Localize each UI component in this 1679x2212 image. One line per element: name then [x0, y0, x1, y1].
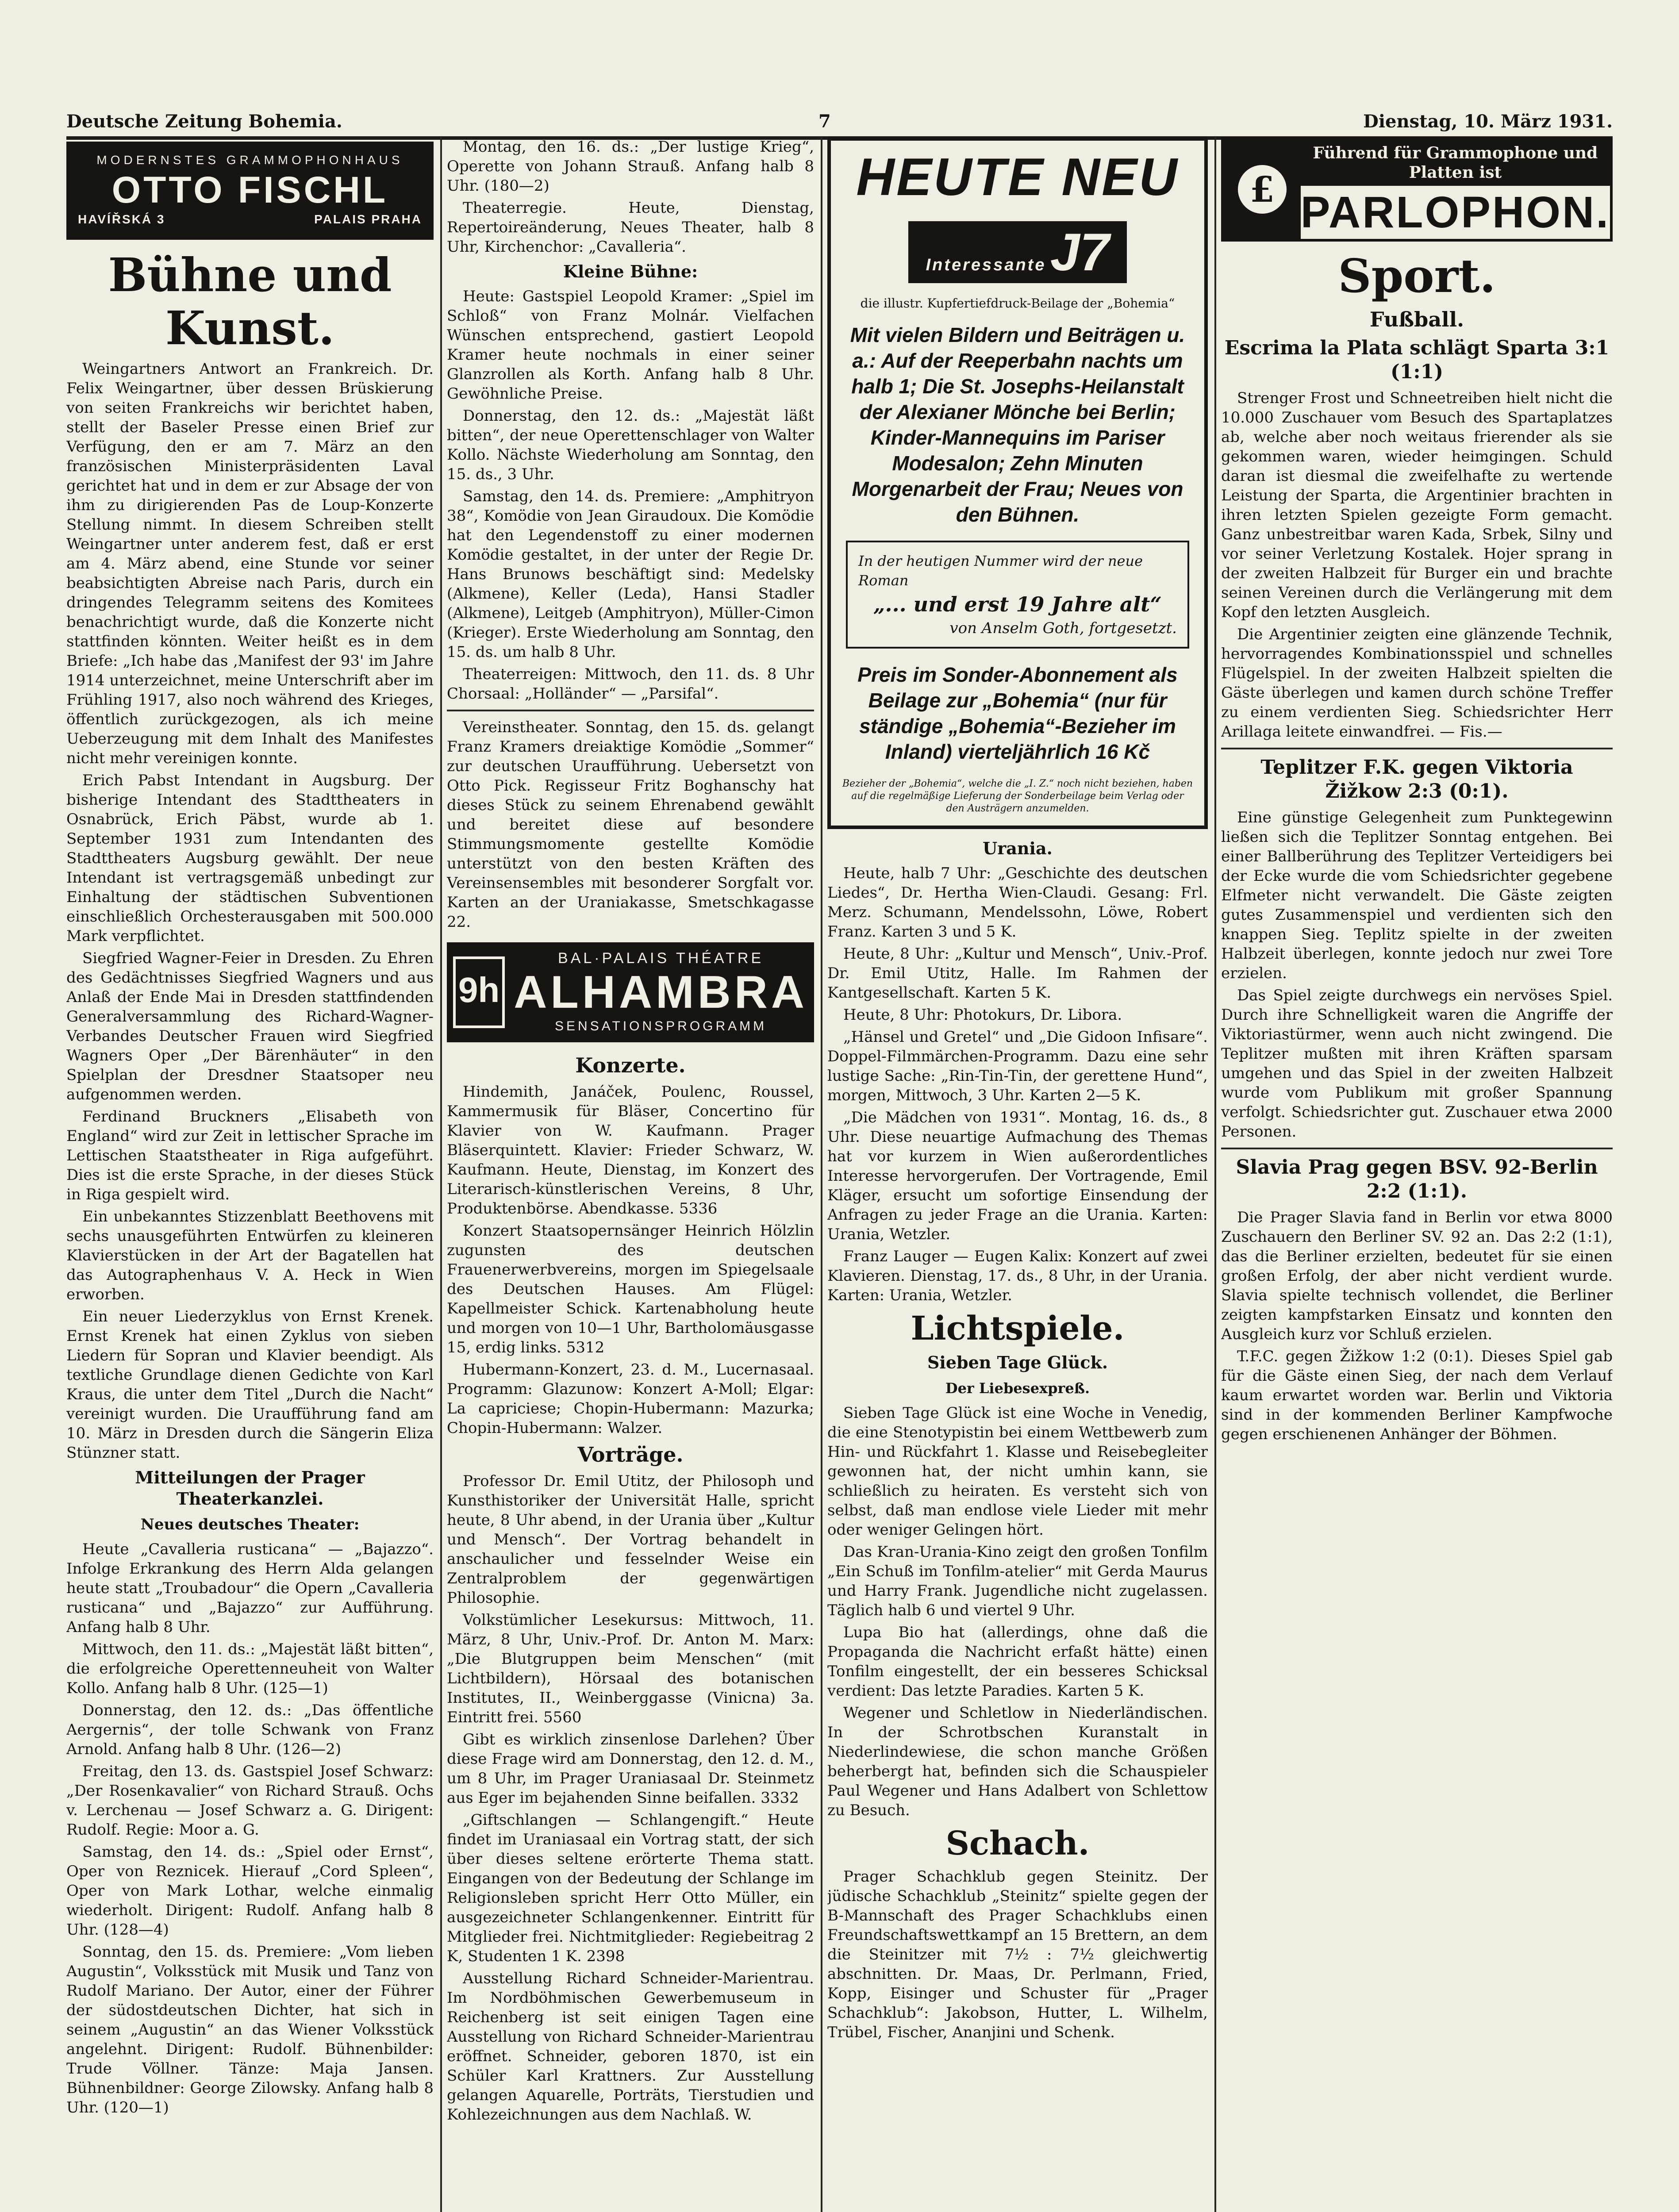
fischl-addr-left: HAVÍŘSKÁ 3 [78, 212, 165, 226]
program-item: „Hänsel und Gretel“ und „Die Gidoon Infisare“. Doppel-Filmmärchen-Programm. Dazu eine sehr lustige Sache: „Rin-Tin-Tin, der gerettene Hund“, morgen, Mittwoch, 3 Uhr. Karten 2—5 K. [827, 1028, 1208, 1104]
masthead-title: Deutsche Zeitung Bohemia. [66, 111, 342, 132]
alhambra-name: ALHAMBRA [514, 967, 808, 1018]
column-rule [1214, 137, 1216, 2212]
fine-print: Bezieher der „Bohemia“, welche die „I. Z.“ noch nicht beziehen, haben auf die regelmäßige Lieferung der Sonderbeilage beim Verlag oder den Austrägern anzumelden. [842, 778, 1193, 814]
column-rule [821, 137, 822, 2212]
article-paragraph: Die Prager Slavia fand in Berlin vor etwa 8000 Zuschauern den Berliner SV. 92 an. Das 2:2 (1:1), das die Berliner erzielten, bedeutet für sie einen großen Erfolg, der aber nicht verdient wurde. Slavia spielte technisch vollendet, die Berliner zeigten kampfstarken Einsatz und konnten den Ausgleich kurz vor Schluß erzielen. [1221, 1209, 1613, 1343]
program-item: Sonntag, den 15. ds. Premiere: „Vom lieben Augustin“, Volksstück mit Musik und Tanz von Rudolf Mariano. Der Autor, einer der Führer der südostdeutschen Dichter, hat sich in seinem „Augustin“ an das Wiener Volksstück angelehnt. Dirigent: Rudolf. Bühnenbilder: Trude Völlner. Tänze: Maja Jansen. Bühnenbildner: George Zilowsky. Anfang halb 8 Uhr. (120—1) [66, 1943, 434, 2116]
roman-author: von Anselm Goth, fortgesetzt. [949, 619, 1177, 637]
column-1 [66, 137, 434, 2212]
program-item: Theaterreigen: Mittwoch, den 11. ds. 8 Uhr Chorsaal: „Holländer“ — „Parsifal“. [447, 665, 814, 703]
program-item: Heute „Cavalleria rusticana“ — „Bajazzo“. Infolge Erkrankung des Herrn Alda gelangen heute statt „Troubadour“ die Opern „Cavalleria rusticana“ und „Bajazzo“ zur Aufführung. Anfang halb 8 Uhr. [66, 1540, 434, 1636]
program-item: Samstag, den 14. ds. Premiere: „Amphitryon 38“, Komödie von Jean Giraudoux. Die Komödie hat den Legendenstoff zu einer modernen Komödie gestaltet, in der unter der Regie Dr. Hans Brunows beschäftigt sind: Medelsky (Alkmene), Keller (Leda), Hansi Stadler (Alkmene), Leitgeb (Amphitryon), Müller-Cimon (Krieger). Erste Wiederholung am Sonntag, den 15. ds. um halb 8 Uhr. [447, 488, 814, 661]
article-paragraph: Ferdinand Bruckners „Elisabeth von England“ wird zur Zeit in lettischer Sprache im Lettischen Staatstheater in Riga aufgeführt. Dies ist die erste Sprache, in der dieses Stück in Riga gespielt wird. [66, 1108, 434, 1203]
program-item: Heute, 8 Uhr: Photokurs, Dr. Libora. [843, 1006, 1122, 1024]
article-paragraph: Sieben Tage Glück ist eine Woche in Venedig, die eine Stenotypistin bei einem Wettbewerb zum Hin- und Rückfahrt 1. Klasse und Reisebegleiter gewonnen hat, der nicht umhin kann, sie schließlich zu heiraten. Es versteht sich von selbst, daß man endlose viele Lieder mit mehr oder weniger Gelingen hört. [827, 1404, 1208, 1539]
divider [1221, 748, 1613, 749]
article-paragraph: Eine günstige Gelegenheit zum Punktegewinn ließen sich die Teplitzer Sonntag entgehen. Bei einer Ballberührung des Teplitzer Verteidigers bei der Ecke wurde die vom Schiedsrichter gegebene Elfmeter nicht verwandelt. Die Gäste zeigten gutes Zusammenspiel und verdienten sich den knappen Sieg. Teplitz spielte in der zweiten Halbzeit überlegen, konnte jedoch nur zwei Tore erzielen. [1221, 809, 1613, 982]
j7-caption: die illustr. Kupfertiefdruck-Beilage der „Bohemia“ [860, 296, 1175, 311]
urania-heading: Urania. [983, 838, 1053, 858]
article-paragraph: „Giftschlangen — Schlangengift.“ Heute findet im Uraniasaal ein Vortrag statt, der sich über dieses seltene erörterte Thema statt. Eingangen von der Bedeutung der Schlange im Religionsleben spricht Herr Otto Müller, ein ausgezeichneter Schlangenkenner. Eintritt für Mitglieder frei. Nichtmitglieder: Regiebeitrag 2 K, Studenten 1 K. 2398 [447, 1811, 814, 1965]
program-item: Heute, 8 Uhr: „Kultur und Mensch“, Univ.-Prof. Dr. Emil Utitz, Halle. Im Rahmen der Kantgesellschaft. Karten 5 K. [827, 945, 1208, 1002]
program-item: Freitag, den 13. ds. Gastspiel Josef Schwarz: „Der Rosenkavalier“ von Richard Strauß. Ochs v. Lerchenau — Josef Schwarz a. G. Dirigent: Rudolf. Regie: Moor a. G. [66, 1763, 434, 1839]
masthead [66, 101, 1613, 140]
article-paragraph: Konzert Staatsopernsänger Heinrich Hölzlin zugunsten des deutschen Frauenerwerbvereins, morgen im Spiegelsaale des Deutschen Hauses. Am Flügel: Kapellmeister Schick. Kartenabholung heute und morgen von 10—1 Uhr, Bartholomäusgasse 15, erdig links. 5312 [447, 1222, 814, 1356]
column-2 [447, 137, 814, 2212]
program-item: Samstag, den 14. ds.: „Spiel oder Ernst“, Oper von Reznicek. Hierauf „Cord Spleen“, Oper von Mark Lothar, welche einmalig wiederholt. Dirigent: Rudolf. Anfang halb 8 Uhr. (128—4) [66, 1843, 434, 1939]
buehne-heading: Bühne und Kunst. [108, 248, 392, 355]
program-item: Montag, den 16. ds.: „Der lustige Krieg“, Operette von Johann Strauß. Anfang halb 8 Uhr. (180—2) [447, 138, 814, 195]
program-item: Heute, halb 7 Uhr: „Geschichte des deutschen Liedes“, Dr. Hertha Wien-Claudi. Gesang: Frl. Merz. Schumann, Mendelssohn, Löwe, Robert Franz. Karten 3 und 5 K. [827, 864, 1208, 941]
fussball-heading: Fußball. [1369, 307, 1464, 331]
parlophon-logo [1224, 140, 1301, 239]
article-paragraph: Das Spiel zeigte durchwegs ein nervöses Spiel. Durch ihre Schnelligkeit waren die Angriffe der Viktoriastürmer, wenn auch nicht zwingend. Die Teplitzer mußten mit ihren Kräften sparsam umgehen und das Spiel in der zweiten Halbzeit wurde vom Publikum mit großer Spannung verfolgt. Schiedsrichter gut. Zuschauer etwa 2000 Personen. [1221, 987, 1613, 1141]
preis-text: Preis im Sonder-Abonnement als Beilage zur „Bohemia“ (nur für ständige „Bohemia“-Bezieher im Inland) vierteljährlich 16 Kč [857, 663, 1178, 763]
vortraege-heading: Vorträge. [577, 1443, 684, 1467]
article-paragraph: Lupa Bio hat (allerdings, ohne daß die Propaganda die Nachricht erfaßt hätte) einen Tonfilm eingestellt, der ein besseres Schicksal verdient: Das letzte Paradies. Karten 5 K. [827, 1624, 1208, 1700]
article-paragraph: Erich Pabst Intendant in Augsburg. Der bisherige Intendant des Stadttheaters in Osnabrück, Erich Päbst, wurde ab 1. September 1931 zum Intendanten des Stadttheaters Augsburg gewählt. Der neue Intendant ist vertragsgemäß unbedingt zur Einhaltung der städtischen Subventionen einschließlich Orchesterausgaben mit 500.000 Mark verpflichtet. [66, 772, 434, 945]
match-heading: Teplitzer F.K. gegen Viktoria Žižkow 2:3 (0:1). [1260, 756, 1573, 803]
alhambra-ad [447, 942, 814, 1042]
roman-intro: In der heutigen Nummer wird der neue Roman [858, 553, 1143, 589]
article-paragraph: Volkstümlicher Lesekursus: Mittwoch, 11. März, 8 Uhr, Univ.-Prof. Dr. Anton M. Marx: „Die Blutgruppen beim Menschen“ (mit Lichtbildern), Hörsaal des botanischen Institutes, II., Weinberggasse (Vinicna) 3a. Eintritt frei. 5560 [447, 1611, 814, 1726]
neues-theater-heading: Neues deutsches Theater: [140, 1516, 360, 1533]
lichtspiele-subheading: Sieben Tage Glück. [927, 1352, 1108, 1372]
j7-logo [908, 221, 1127, 283]
column-rule [440, 137, 442, 2212]
article-paragraph: Weingartners Antwort an Frankreich. Dr. Felix Weingartner, über dessen Brüskierung von seiten Frankreichs wir berichtet haben, stellt der Baseler Presse einen Brief zur Verfügung, den er am 7. März an den französischen Ministerpräsidenten Laval gerichtet hat und in dem er zur Absage der von ihm zu dirigierenden Pas de Loup-Konzerte Stellung nimmt. In diesem Schreiben stellt Weingartner unter anderem fest, daß er erst am 4. März abend, eine Stunde vor seiner beabsichtigten Abreise nach Paris, durch ein dringendes Telegramm seitens des Komitees benachrichtigt wurde, daß die Konzerte nicht stattfinden könnten. Weiter heißt es in dem Briefe: „Ich habe das ‚Manifest der 93' im Jahre 1914 unterzeichnet, meine Unterschrift aber im Frühling 1917, also noch während des Krieges, öffentlich zurückgezogen, als ich meine Ueberzeugung mit dem Inhalt des Manifestes nicht mehr vereinigen konnte. [66, 360, 434, 767]
match-heading: Slavia Prag gegen BSV. 92-Berlin 2:2 (1:1). [1236, 1156, 1598, 1202]
masthead-date: Dienstag, 10. März 1931. [1363, 111, 1613, 132]
article-paragraph: Das Kran-Urania-Kino zeigt den großen Tonfilm „Ein Schuß im Tonfilm-atelier“ mit Gerda Maurus und Harry Frank. Jugendliche nicht zugelassen. Täglich halb 6 und viertel 9 Uhr. [827, 1543, 1208, 1619]
divider [447, 710, 814, 711]
parlophon-ad [1221, 137, 1613, 242]
kleine-buehne-heading: Kleine Bühne: [563, 261, 698, 281]
article-paragraph: Ein neuer Liederzyklus von Ernst Krenek. Ernst Krenek hat einen Zyklus von sieben Liedern für Sopran und Klavier beendigt. Als textliche Grundlage dienen Gedichte von Karl Kraus, die unter dem Titel „Durch die Nacht“ vereinigt wurden. Die Uraufführung fand am 10. März in Dresden durch die Sängerin Eliza Stünzner statt. [66, 1308, 434, 1462]
divider [1221, 1148, 1613, 1149]
article-paragraph: Die Argentinier zeigten eine glänzende Technik, hervorragendes Kombinationsspiel und schnelles Flügelspiel. In der zweiten Halbzeit spielten die Gäste überlegen und kamen durch schöne Treffer zu einem verdienten Sieg. Schiedsrichter Herr Arillaga leitete einwandfrei. — Fis.— [1221, 626, 1613, 741]
column-3 [827, 137, 1208, 2212]
program-item: Mittwoch, den 11. ds.: „Majestät läßt bitten“, die erfolgreiche Operettenneuheit von Walter Kollo. Anfang halb 8 Uhr. (125—1) [66, 1640, 434, 1697]
fischl-tagline: MODERNSTES GRAMMOPHONHAUS [96, 153, 403, 167]
heute-neu-ad [827, 137, 1208, 829]
article-paragraph: Vereinstheater. Sonntag, den 15. ds. gelangt Franz Kramers dreiaktige Komödie „Sommer“ zur deutschen Uraufführung. Uebersetzt von Otto Pick. Regisseur Fritz Boghanschy hat dieses Stück zu seinem Ehrenabend gewählt und bereitet diese auf besondere Stimmungsmomente gestellte Komödie unterstützt von den besten Kräften des Vereinsensembles mit besonderer Sorgfalt vor. Karten an der Uraniakasse, Smetschkagasse 22. [447, 718, 814, 931]
page-number: 7 [818, 111, 831, 132]
alhambra-logo: 9h [453, 956, 505, 1028]
program-item: „Die Mädchen von 1931“. Montag, 16. ds., 8 Uhr. Diese neuartige Aufmachung des Themas hat vor kurzem in Wien außerordentliches Interesse hervorgerufen. Der Vortragende, Emil Kläger, ersucht um sofortige Einsendung der Anfragen zu jeder Frage an die Urania. Karten: Urania, Wetzler. [827, 1109, 1208, 1243]
article-paragraph: Hindemith, Janáček, Poulenc, Roussel, Kammermusik für Bläser, Concertino für Klavier von W. Kaufmann. Prager Bläserquintett. Klavier: Frieder Schwarz, W. Kaufmann. Heute, Dienstag, im Konzert des Literarisch-künstlerischen Vereins, 8 Uhr, Produktenbörse. Abendkasse. 5336 [447, 1083, 814, 1217]
mitteilungen-heading: Mitteilungen der Prager Theaterkanzlei. [135, 1467, 365, 1509]
konzerte-heading: Konzerte. [575, 1053, 686, 1077]
alhambra-line3: SENSATIONSPROGRAMM [555, 1019, 767, 1033]
article-paragraph: Ein unbekanntes Stizzenblatt Beethovens mit sechs unausgeführten Entwürfen zu kleineren Klavierstücken in der Art der Bagatellen hat das Autographenhaus V. A. Heck in Wien erworben. [66, 1208, 434, 1303]
program-item: Theaterregie. Heute, Dienstag, Repertoireänderung, Neues Theater, halb 8 Uhr, Kirchenchor: „Cavalleria“. [447, 199, 814, 256]
article-paragraph: Professor Dr. Emil Utitz, der Philosoph und Kunsthistoriker der Universität Halle, spricht heute, 8 Uhr abend, in der Urania über „Kultur und Mensch“. Der Vortrag behandelt in anschaulicher und fesselnder Weise ein Zentralproblem der gegenwärtigen Philosophie. [447, 1472, 814, 1607]
article-paragraph: Gibt es wirklich zinsenlose Darlehen? Über diese Frage wird am Donnerstag, den 12. d. M., um 8 Uhr, im Prager Uraniasaal Dr. Steinmetz aus Eger im bejahenden Sinne beifallen. 3332 [447, 1731, 814, 1807]
sport-heading: Sport. [1338, 249, 1496, 303]
fischl-addr-right: PALAIS PRAHA [314, 212, 422, 226]
column-4 [1221, 137, 1613, 2212]
fischl-ad [66, 142, 434, 240]
pound-icon: £ [1238, 165, 1287, 214]
parlophon-tagline: Führend für Grammophone und Platten ist [1301, 140, 1610, 186]
j7-number: J7 [1050, 223, 1110, 282]
lichtspiele-subheading-2: Der Liebesexpreß. [945, 1380, 1090, 1397]
roman-box [846, 541, 1189, 649]
article-paragraph: Siegfried Wagner-Feier in Dresden. Zu Ehren des Gedächtnisses Siegfried Wagners und aus Anlaß der Ende Mai in Dresden stattfindenden Generalversammlung des Richard-Wagner-Verbandes Deutscher Frauen wird Siegfried Wagners Oper „Der Bärenhäuter“ in den Spielplan der Dresdner Staatsoper neu aufgenommen werden. [66, 949, 434, 1103]
alhambra-line1: BAL·PALAIS THÉATRE [558, 950, 764, 967]
parlophon-name: PARLOPHON. [1300, 188, 1610, 237]
roman-title: „... und erst 19 Jahre alt“ [873, 592, 1162, 616]
article-paragraph: Wegener und Schletlow in Niederländischen. In der Schrotbschen Kuranstalt in Niederlindewiese, die schon manche Größen beherbergt hat, befinden sich die Schauspieler Paul Wegener und Hans Adalbert von Schlettow zu Besuch. [827, 1704, 1208, 1819]
article-paragraph: T.F.C. gegen Žižkow 1:2 (0:1). Dieses Spiel gab für die Gäste einen Sieg, der nach dem Verlauf kaum erwartet worden war. Berlin und Viktoria sind in der kommenden Berliner Kampfwoche gegen erschienenen Anhänger der Böhmen. [1221, 1348, 1613, 1443]
program-item: Heute: Gastspiel Leopold Kramer: „Spiel im Schloß“ von Franz Molnár. Vielfachen Wünschen entsprechend, gastiert Leopold Kramer heute nochmals in einer seiner Glanzrollen als Korth. Anfang halb 8 Uhr. Gewöhnliche Preise. [447, 288, 814, 403]
article-paragraph: Prager Schachklub gegen Steinitz. Der jüdische Schachklub „Steinitz“ spielte gegen der B-Mannschaft des Prager Schachklubs einen Freundschaftswettkampf an 15 Brettern, an dem die Steinitzer mit 7½ : 7½ gleichwertig abschnitten. Dr. Maas, Dr. Perlmann, Fried, Kopp, Eisinger und Schuster für „Prager Schachklub“: Jakobson, Hutter, L. Wilhelm, Trübel, Fischer, Ananjini und Schenk. [827, 1868, 1208, 2041]
lichtspiele-heading: Lichtspiele. [911, 1310, 1125, 1348]
article-paragraph: Hubermann-Konzert, 23. d. M., Lucernasaal. Programm: Glazunow: Konzert A-Moll; Elgar: La capriciese; Chopin-Hubermann: Mazurka; Chopin-Hubermann: Walzer. [447, 1361, 814, 1437]
article-paragraph: Strenger Frost und Schneetreiben hielt nicht die 10.000 Zuschauer vom Besuch des Spartaplatzes ab, welche aber noch weitaus frierender als sie gekommen waren, wieder heimgingen. Schuld daran ist diesmal die zweifelhafte zu wertende Leistung der Sparta, die Argentinier brachten in ihren letzten Spielen gezeigte Form gemacht. Ganz unbestreitbar waren Kada, Srbek, Silny und vor seiner Verletzung Kostalek. Hojer sprang in der zweiten Halbzeit für Burger ein und brachte seinen Vereinen durch die Verlängerung mit dem Kopf den letzten Ausgleich. [1221, 389, 1613, 621]
schach-heading: Schach. [945, 1824, 1090, 1863]
program-item: Donnerstag, den 12. ds.: „Majestät läßt bitten“, der neue Operettenschlager von Walter Kollo. Nächste Wiederholung am Sonntag, den 15. ds., 3 Uhr. [447, 407, 814, 483]
j7-word: Interessante [926, 256, 1046, 274]
heute-neu-title: HEUTE NEU [856, 147, 1179, 207]
program-item: Donnerstag, den 12. ds.: „Das öffentliche Aergernis“, der tolle Schwank von Franz Arnold. Anfang halb 8 Uhr. (126—2) [66, 1701, 434, 1758]
fischl-name: OTTO FISCHL [111, 169, 388, 211]
match-heading: Escrima la Plata schlägt Sparta 3:1 (1:1) [1224, 337, 1610, 383]
program-item: Franz Lauger — Eugen Kalix: Konzert auf zwei Klavieren. Dienstag, 17. ds., 8 Uhr, in der Urania. Karten: Urania, Wetzler. [827, 1248, 1208, 1304]
article-paragraph: Ausstellung Richard Schneider-Marientrau. Im Nordböhmischen Gewerbemuseum in Reichenberg ist seit einigen Tagen eine Ausstellung von Richard Schneider-Marientrau eröffnet. Schneider, geboren 1870, ist ein Schüler Karl Krattners. Zur Ausstellung gelangen Aquarelle, Porträts, Tierstudien und Kohlezeichnungen aus dem Nachlaß. W. [447, 1970, 814, 2124]
heute-lead: Mit vielen Bildern und Beiträgen u. a.: Auf der Reeperbahn nachts um halb 1; Die St. Josephs-Heilanstalt der Alexianer Mönche bei Berlin; Kinder-Mannequins im Pariser Modesalon; Zehn Minuten Morgenarbeit der Frau; Neues von den Bühnen. [850, 323, 1185, 526]
